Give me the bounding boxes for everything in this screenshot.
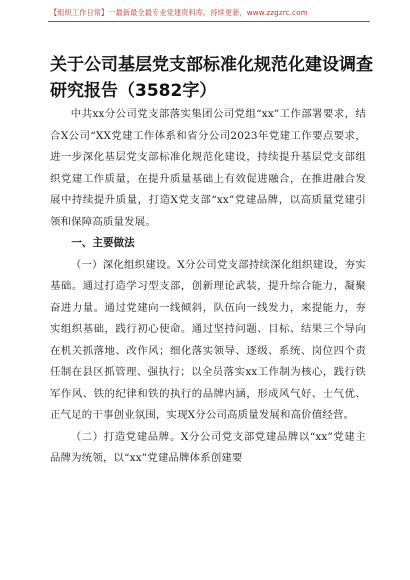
subheading-party-brand: （二）打造党建品牌。: [70, 430, 181, 443]
header-banner: 【组织工作日常】一最新最全最专业党建资料库，持续更新，www.zzgzrc.com: [50, 8, 308, 17]
party-brand-text: X分公司党支部党建品牌以“xx”党建主品牌为统领，以“xx”党建品牌体系创建要: [50, 430, 367, 464]
organization-building-text: X分公司党支部持续深化组织建设，夯实基础。通过打造学习型支部，创新理论武装，提升综合能力，凝聚奋进力量。通过党建向一线倾斜，队伍向一线发力，来提能力，夯实组织基础，践行初心使命。通过坚持问题、目标、结果三个导向在机关抓落地、改作风；细化落实领导、逐级、系统、岗位四个责任制在县区抓管理、强执行；以全员落实xx工作制为核心，践行铁军作风、铁的纪律和铁的执行的品牌内涵，形成风气好、士气优、正气足的干事创业氛围，实现X分公司高质量发展和高价值经营。: [50, 258, 367, 421]
subheading-organization-building: （一）深化组织建设。: [70, 258, 178, 271]
document-title: 关于公司基层党支部标准化规范化建设调查研究报告（3582字）: [50, 55, 373, 101]
paragraph-party-brand: [50, 427, 366, 470]
section-heading-main-practices: 一、主要做法: [71, 237, 135, 249]
document-body: [50, 104, 366, 470]
header-divider: [48, 21, 370, 22]
intro-paragraph: 中共xx分公司党支部落实集团公司党组“xx”工作部署要求，结合X公司“XX党建工作体系和省分公司2023年党建工作要点要求，进一步深化基层党支部标准化规范化建设，持续提升基层党支部组织党建工作质量，在提升质量基础上有效促进融合，在推进融合发展中持续提升质量，打造X党支部“xx”党建品牌，以高质量党建引领和保障高质量发展。: [50, 108, 366, 228]
paragraph-organization-building: [50, 255, 366, 427]
